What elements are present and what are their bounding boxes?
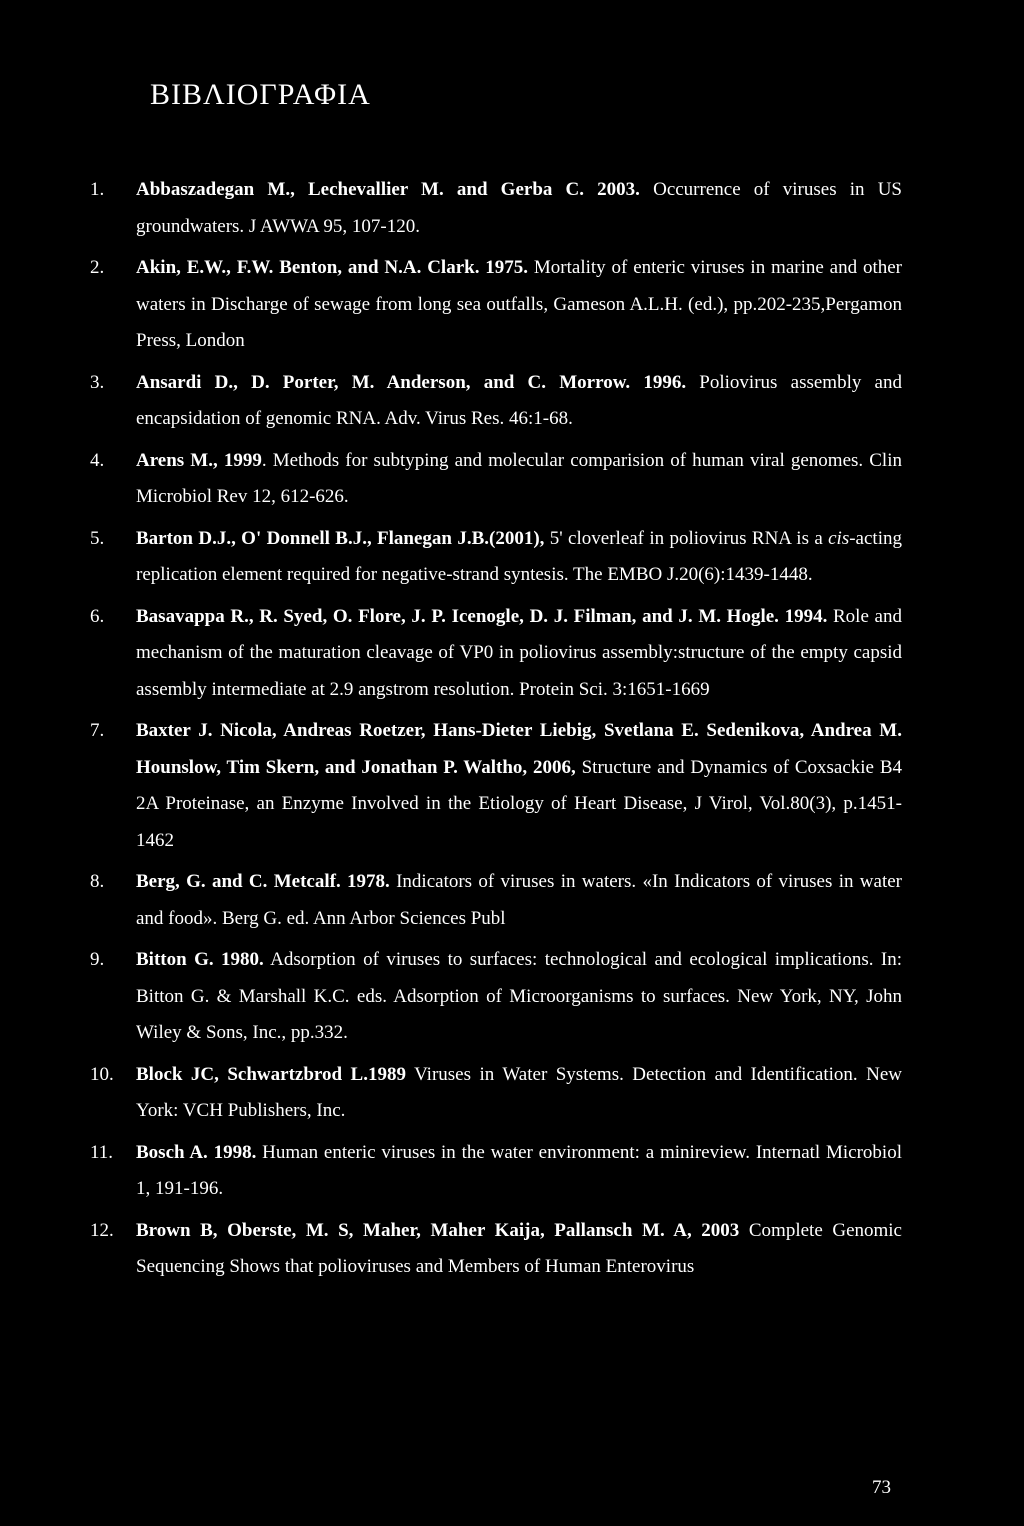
reference-number: 3.	[90, 371, 105, 393]
reference-text: Human enteric viruses in the water environment: a minireview. Internatl Microbiol 1, 191-196.	[136, 1141, 902, 1199]
reference-item	[90, 1057, 902, 1130]
reference-text: . Methods for subtyping and molecular comparision of human viral genomes. Clin Microbiol Rev 12, 612-626.	[136, 449, 902, 507]
reference-authors: Berg, G. and C. Metcalf. 1978.	[136, 871, 390, 892]
reference-text: Indicators of viruses in waters. «In Indicators of viruses in water and food». Berg G. ed. Ann Arbor Sciences Publ	[136, 871, 903, 929]
reference-authors: Abbaszadegan M., Lechevallier M. and Gerba C. 2003.	[136, 179, 640, 200]
reference-number: 1.	[90, 179, 105, 200]
reference-number: 6.	[90, 605, 105, 627]
reference-item	[90, 172, 902, 245]
reference-text: Complete Genomic Sequencing Shows that polioviruses and Members of Human Enterovirus	[136, 1219, 902, 1277]
reference-item	[90, 521, 902, 594]
reference-authors: Bosch A. 1998.	[136, 1141, 257, 1163]
reference-item	[90, 1213, 902, 1286]
reference-item	[90, 1135, 902, 1208]
reference-number: 10.	[90, 1063, 114, 1085]
reference-text: Occurrence of viruses in US groundwaters. J AWWA 95, 107-120.	[136, 179, 902, 237]
reference-text: Adsorption of viruses to surfaces: technological and ecological implications. In: Bitton G. & Marshall K.C. eds. Adsorption of Microorganisms to surfaces. New York, NY, John Wiley & Sons, Inc., pp.332.	[136, 949, 903, 1043]
reference-list	[90, 172, 902, 1291]
reference-authors: Ansardi D., D. Porter, M. Anderson, and C. Morrow. 1996.	[136, 371, 687, 393]
reference-authors: Basavappa R., R. Syed, O. Flore, J. P. Icenogle, D. J. Filman, and J. M. Hogle. 1994.	[136, 605, 828, 627]
reference-number: 11.	[90, 1141, 114, 1163]
reference-number: 4.	[90, 449, 105, 471]
reference-number: 12.	[90, 1219, 114, 1241]
page-number: 73	[872, 1477, 891, 1498]
reference-number: 9.	[90, 949, 105, 970]
reference-authors: Barton D.J., O' Donnell B.J., Flanegan J.B.(2001),	[136, 527, 545, 549]
reference-authors: Arens M., 1999	[136, 449, 262, 471]
reference-number: 5.	[90, 527, 105, 549]
reference-item	[90, 250, 902, 360]
reference-item	[90, 599, 902, 709]
reference-number: 2.	[90, 257, 105, 278]
reference-text: Role and mechanism of the maturation cleavage of VP0 in poliovirus assembly:structure of the empty capsid assembly intermediate at 2.9 angstrom resolution. Protein Sci. 3:1651-1669	[136, 605, 902, 700]
reference-authors: Bitton G. 1980.	[136, 949, 264, 970]
reference-authors: Brown B, Oberste, M. S, Maher, Maher Kaija, Pallansch M. A, 2003	[136, 1219, 740, 1241]
reference-italic-term: cis	[828, 527, 850, 549]
reference-text: Structure and Dynamics of Coxsackie B4 2A Proteinase, an Enzyme Involved in the Etiology of Heart Disease, J Virol, Vol.80(3), p.1451-1462	[136, 756, 902, 851]
reference-text: -acting replication element required for negative-strand syntesis. The EMBO J.20(6):1439-1448.	[136, 527, 902, 585]
reference-authors: Akin, E.W., F.W. Benton, and N.A. Clark. 1975.	[136, 257, 529, 278]
reference-item	[90, 864, 902, 937]
reference-number: 8.	[90, 871, 105, 892]
reference-text: Mortality of enteric viruses in marine and other waters in Discharge of sewage from long sea outfalls, Gameson A.L.H. (ed.), pp.202-235,Pergamon Press, London	[136, 257, 902, 351]
reference-text: Poliovirus assembly and encapsidation of genomic RNA. Adv. Virus Res. 46:1-68.	[136, 371, 902, 429]
reference-item	[90, 365, 902, 438]
reference-authors: Block JC, Schwartzbrod L.1989	[136, 1063, 406, 1085]
reference-item	[90, 443, 902, 516]
reference-text-pre: 5' cloverleaf in poliovirus RNA is a	[544, 527, 829, 549]
reference-item	[90, 713, 902, 859]
reference-item	[90, 942, 902, 1052]
reference-number: 7.	[90, 720, 105, 741]
page-title: ΒΙΒΛΙΟΓΡΑΦΙΑ	[150, 78, 371, 111]
reference-text: Viruses in Water Systems. Detection and Identification. New York: VCH Publishers, Inc.	[136, 1063, 902, 1121]
reference-authors: Baxter J. Nicola, Andreas Roetzer, Hans-Dieter Liebig, Svetlana E. Sedenikova, Andrea M. Hounslow, Tim Skern, and Jonathan P. Waltho, 2006,	[136, 720, 902, 778]
